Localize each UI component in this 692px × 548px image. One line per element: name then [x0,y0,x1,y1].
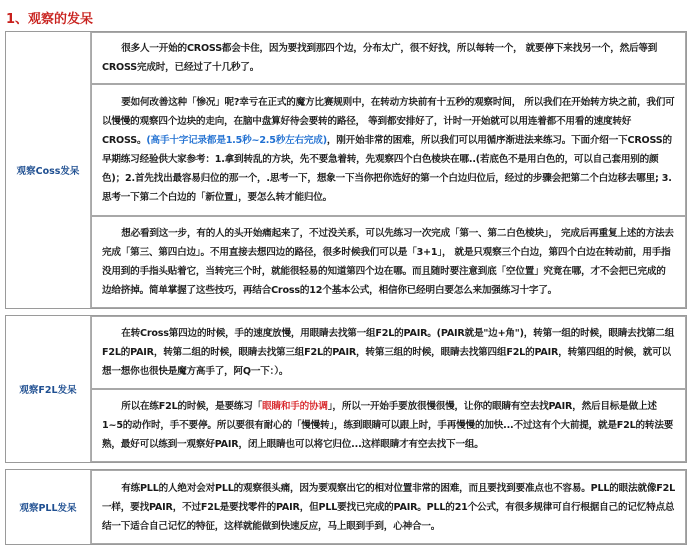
cross-paragraph-3: 想必看到这一步，有的人的头开始痛起来了，不过没关系，可以先练习一次完成「第一、第二白色棱块」， 完成后再重复上述的方法去完成「第三、第四白边」。不用直接去想四边的路径，很多时候我们可以是「3+1」， 就是只观察三个白边，第四个白边在转动前，用手指没用到的手指头贴着它，当转完三个时，就能很轻易的知道第四个边在哪。而且随时要注意到底「空位置」究竟在哪，才不会把已完成的边给挤掉。简单掌握了这些技巧，再结合Cross的12个基本公式，相信你已经明白要怎么来加强练习十字了。 [91,216,686,308]
f2l-paragraph-2 [91,389,686,462]
f2l-p2-highlight: 眼睛和手的协调 [262,401,328,412]
f2l-p2-text-b: 」，所以一开始手要放很慢很慢，让你的眼睛有空去找PAIR，然后目标是做上述1~5的动作时，手不要停。所以要很有耐心的「慢慢转」，练到眼睛可以跟上时，手再慢慢的加快...不过这有个大前提，就是F2L的转法要熟，最好可以练到一观察好PAIR，闭上眼睛也可以将它归位...这样眼睛才有空去找下一组。 [102,401,674,450]
cross-paragraph-2 [91,84,686,216]
f2l-p2-text-a: 所以在练F2L的时候，是要练习「 [121,401,263,412]
cross-p2-highlight: (高手十字记录都是1.5秒~2.5秒左右完成) [146,135,327,147]
pll-paragraph-1: 有练PLL的人绝对会对PLL的观察很头痛，因为要观察出它的相对位置非常的困难，而且要找到要准点也不容易。PLL的眼法就像F2L一样，要找PAIR，不过F2L是要找零件的PAIR，但PLL要找已完成的PAIR。PLL的21个公式，有很多规律可自行根据自己的记忆特点总结一下适合自己记忆的特征，这样就能做到快速反应，马上眼到手到，心神合一。 [91,470,686,544]
cross-section-label: 观察Coss发呆 [6,32,91,308]
cross-paragraph-1: 很多人一开始的CROSS都会卡住，因为要找到那四个边，分布太广，很不好找，所以每转一个， 就要停下来找另一个，然后等到CROSS完成时，已经过了十几秒了。 [91,32,686,84]
pll-section-label: 观察PLL发呆 [6,470,91,544]
f2l-section [5,315,687,463]
cross-section [5,31,687,309]
section-heading: 1、观察的发呆 [6,12,94,27]
f2l-section-label: 观察F2L发呆 [6,316,91,462]
cross-p2-text-b: ，刚开始非常的困难，所以我们可以用循序渐进法来练习。下面介绍一下CROSS的早期练习经验供大家参考：1.拿到转乱的方块，先不要急着转，先观察四个白色棱块在哪..(若底色不是用白色的，可以自己套用别的颜色)；2.首先找出最容易归位的那一个，.思考一下，想象一下当你把你选好的第一个白边归位后，经过的步骤会把第二个白边移去哪里; 3.思考一下第二个白边的「新位置」，要怎么转才能归位。 [102,135,672,204]
cross-p2-text-a: 要如何改善这种「惨况」呢?幸亏在正式的魔方比赛规则中，在转动方块前有十五秒的观察时间， 所以我们在开始转方块之前，我们可以慢慢的观察四个边块的走向，在脑中盘算好待会要转的路径， 等到都安排好了，计时一开始就可以用连着都不用看的速度转好CROSS。 [102,97,675,147]
f2l-paragraph-1: 在转Cross第四边的时候，手的速度放慢，用眼睛去找第一组F2L的PAIR。(PAIR就是"边+角")，转第一组的时候，眼睛去找第二组F2L的PAIR，转第二组的时候，眼睛去找第三组F2L的PAIR，转第三组的时候，眼睛去找第四组F2L的PAIR，转第四组的时候，就可以想一想你也很快是魔方高手了，阿Q一下：）。 [91,316,686,389]
pll-section [5,469,687,545]
